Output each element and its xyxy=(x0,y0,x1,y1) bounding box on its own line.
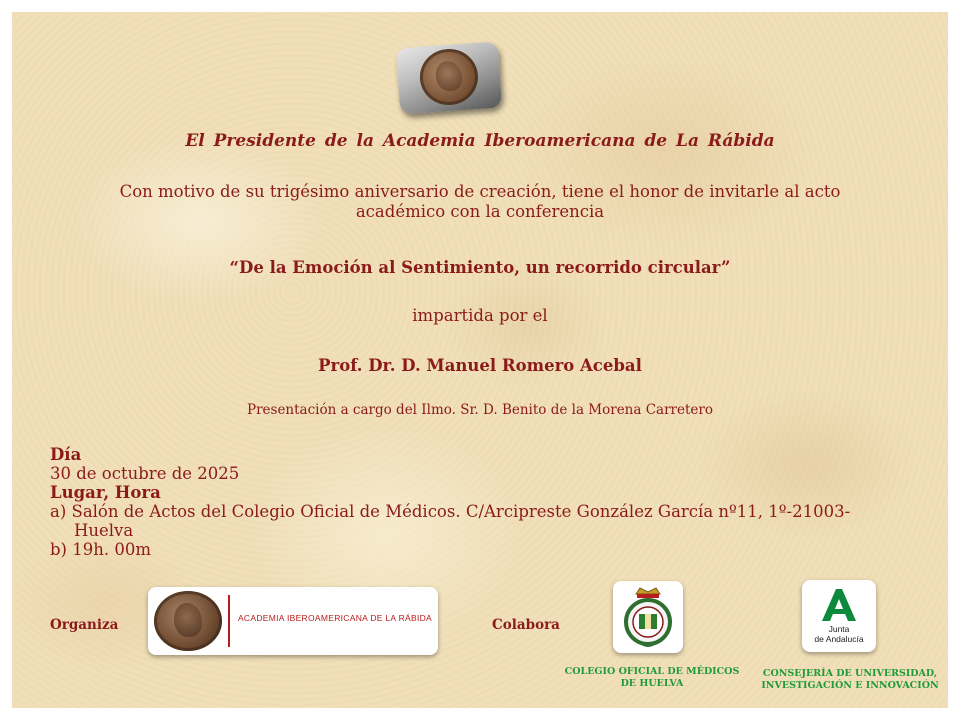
presentation-credit: Presentación a cargo del Ilmo. Sr. D. Benito de la Morena Carretero xyxy=(246,402,713,418)
colegio-medicos-logo xyxy=(613,581,683,653)
imparted-by: impartida por el xyxy=(412,306,548,325)
colegio-caption xyxy=(557,666,747,690)
consejeria-caption-line-2: INVESTIGACIÓN E INNOVACIÓN xyxy=(761,680,939,691)
invitation-line-2: académico con la conferencia xyxy=(355,202,605,221)
invitation-line-1: Con motivo de su trigésimo aniversario de creación, tiene el honor de invitarle al acto xyxy=(119,182,841,201)
colegio-crest-icon xyxy=(618,584,678,650)
conference-title: “De la Emoción al Sentimiento, un recorrido circular” xyxy=(229,258,731,277)
time-line: b) 19h. 00m xyxy=(50,540,151,559)
colegio-caption-line-2: DE HUELVA xyxy=(620,678,684,689)
academia-logo-text: ACADEMIA IBEROAMERICANA DE LA RÁBIDA xyxy=(237,613,433,623)
place-line-2: Huelva xyxy=(74,521,134,540)
event-details xyxy=(50,445,945,559)
place-line-1: a) Salón de Actos del Colegio Oficial de Médicos. C/Arcipreste González García nº11, 1º-21003- xyxy=(50,502,851,521)
place-label: Lugar, Hora xyxy=(50,483,161,502)
medal-emblem-icon xyxy=(396,42,502,115)
colabora-label: Colabora xyxy=(492,617,560,633)
academia-logo xyxy=(148,587,438,655)
day-label: Día xyxy=(50,445,82,464)
junta-andalucia-logo xyxy=(802,580,876,652)
junta-logo-line-2: de Andalucía xyxy=(814,634,864,644)
event-date: 30 de octubre de 2025 xyxy=(50,464,240,483)
organiza-label: Organiza xyxy=(50,617,119,633)
academia-medal-icon xyxy=(154,591,222,651)
colegio-caption-line-1: COLEGIO OFICIAL DE MÉDICOS xyxy=(564,666,740,677)
junta-logo-line-1: Junta xyxy=(828,624,850,634)
invitation-paragraph xyxy=(12,182,948,222)
junta-a-icon xyxy=(818,587,860,623)
speaker-name: Prof. Dr. D. Manuel Romero Acebal xyxy=(318,356,642,375)
invitation-card xyxy=(12,12,948,708)
consejeria-caption-line-1: CONSEJERÍA DE UNIVERSIDAD, xyxy=(762,668,938,679)
inviter-title: El Presidente de la Academia Iberoamericana de La Rábida xyxy=(185,131,775,151)
consejeria-caption xyxy=(752,668,948,692)
